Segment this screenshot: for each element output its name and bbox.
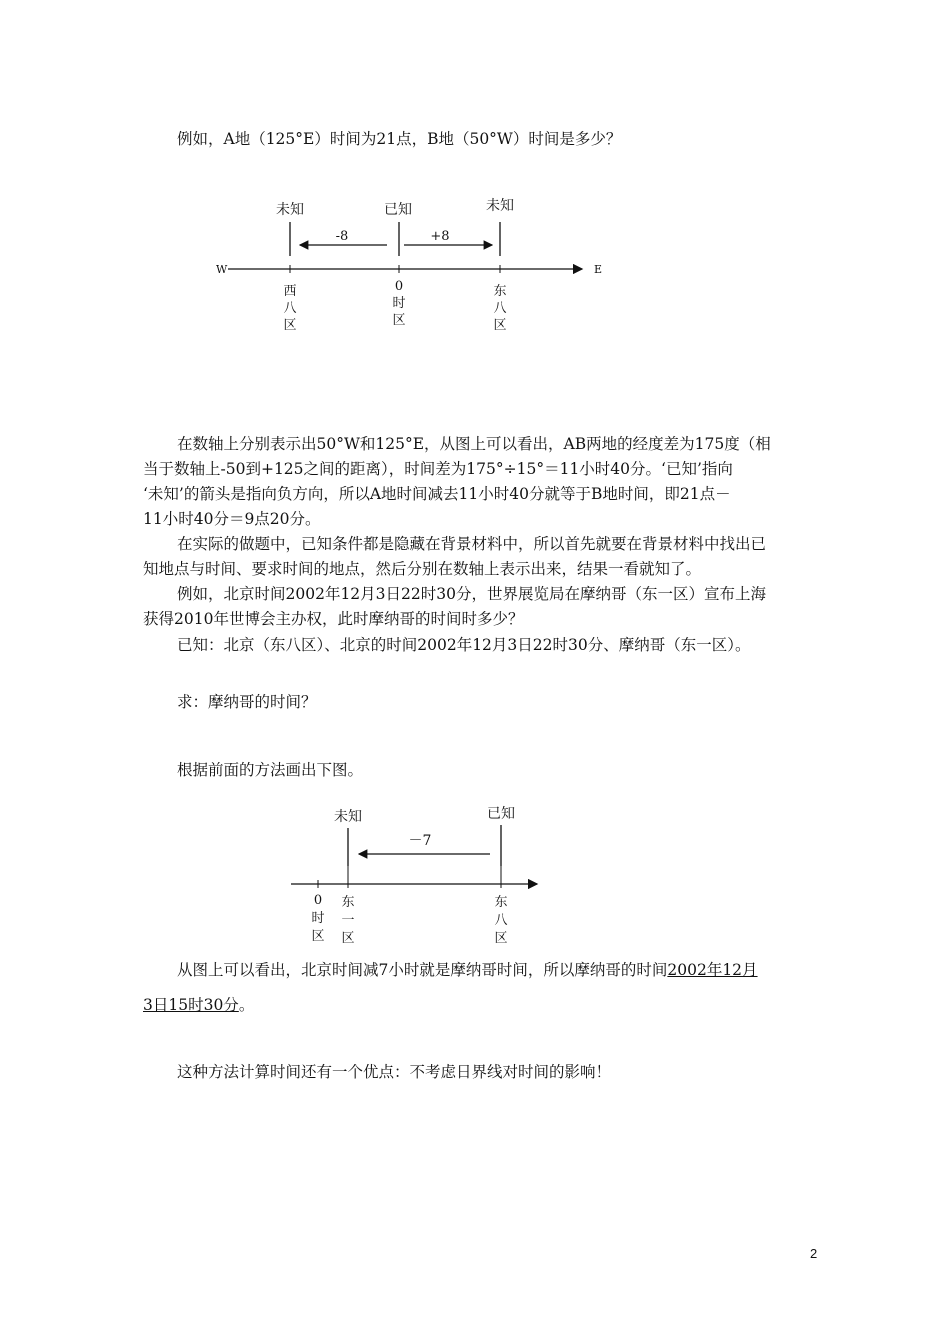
ask-text: 求：摩纳哥的时间？ bbox=[177, 693, 317, 711]
axis-w-label: W bbox=[216, 263, 228, 276]
answer-line1 bbox=[177, 960, 758, 980]
zone-east8-2: 八 bbox=[493, 301, 507, 316]
para2-line1: 在实际的做题中，已知条件都是隐藏在背景材料中，所以首先就要在背景材料中找出已 bbox=[177, 535, 767, 553]
zone-east8-3: 区 bbox=[494, 931, 508, 946]
known-label: 已知 bbox=[384, 202, 412, 218]
arrow-negative-value: -8 bbox=[335, 229, 349, 244]
arrow-positive-value: +8 bbox=[430, 229, 450, 244]
para1-line2: 当于数轴上-50到+125之间的距离），时间差为175°÷15°＝11小时40分。‘已知’指向 bbox=[143, 460, 733, 478]
given-text: 已知：北京（东八区）、北京的时间2002年12月3日22时30分、摩纳哥（东一区）。 bbox=[177, 636, 751, 654]
zone-west8-2: 八 bbox=[283, 301, 297, 316]
answer-date-part1: 2002年12月 bbox=[667, 961, 758, 979]
unknown-right-label: 未知 bbox=[486, 198, 514, 214]
zone-east8-3: 区 bbox=[493, 318, 507, 333]
zone-east8-1: 东 bbox=[493, 284, 507, 299]
arrow-value: －7 bbox=[408, 833, 432, 849]
para2-line2: 知地点与时间、要求时间的地点，然后分别在数轴上表示出来，结果一看就知了。 bbox=[143, 560, 702, 578]
para3-line1: 例如，北京时间2002年12月3日22时30分，世界展览局在摩纳哥（东一区）宣布上海 bbox=[177, 585, 766, 603]
para1-line3: ‘未知’的箭头是指向负方向，所以A地时间减去11小时40分就等于B地时间，即21点－ bbox=[143, 485, 731, 503]
timezone-diagram-2 bbox=[285, 800, 555, 950]
zone-zero-1: 0 bbox=[313, 893, 323, 908]
answer-line1-prefix: 从图上可以看出，北京时间减7小时就是摩纳哥时间，所以摩纳哥的时间 bbox=[177, 961, 668, 979]
zone-east1-3: 区 bbox=[341, 931, 355, 946]
zone-zero-3: 区 bbox=[311, 929, 325, 944]
zone-zero-3: 区 bbox=[392, 313, 406, 328]
page-number: 2 bbox=[810, 1246, 818, 1261]
method-text: 根据前面的方法画出下图。 bbox=[177, 761, 364, 779]
zone-east8-2: 八 bbox=[494, 913, 508, 928]
para3-line2: 获得2010年世博会主办权，此时摩纳哥的时间时多少？ bbox=[143, 610, 524, 628]
para1-line1: 在数轴上分别表示出50°W和125°E，从图上可以看出，AB两地的经度差为175度（相 bbox=[177, 435, 771, 453]
unknown-left-label: 未知 bbox=[276, 202, 304, 218]
zone-west8-3: 区 bbox=[283, 318, 297, 333]
zone-east1-1: 东 bbox=[341, 895, 355, 910]
known-label: 已知 bbox=[487, 806, 515, 822]
zone-zero-1: 0 bbox=[394, 279, 404, 294]
zone-east1-2: 一 bbox=[341, 913, 355, 928]
answer-line2-suffix: 。 bbox=[238, 996, 255, 1014]
answer-line2 bbox=[143, 995, 254, 1015]
timezone-diagram-1 bbox=[212, 192, 612, 342]
zone-zero-2: 时 bbox=[311, 911, 325, 926]
example1-question: 例如，A地（125°E）时间为21点，B地（50°W）时间是多少？ bbox=[177, 130, 622, 148]
zone-zero-2: 时 bbox=[392, 296, 406, 311]
axis-e-label: E bbox=[594, 263, 603, 276]
unknown-label: 未知 bbox=[334, 809, 362, 825]
zone-west8-1: 西 bbox=[283, 284, 297, 299]
answer-date-part2: 3日15时30分 bbox=[143, 996, 239, 1014]
para1-line4: 11小时40分＝9点20分。 bbox=[143, 510, 321, 528]
conclusion-text: 这种方法计算时间还有一个优点：不考虑日界线对时间的影响！ bbox=[177, 1063, 612, 1081]
zone-east8-1: 东 bbox=[494, 895, 508, 910]
